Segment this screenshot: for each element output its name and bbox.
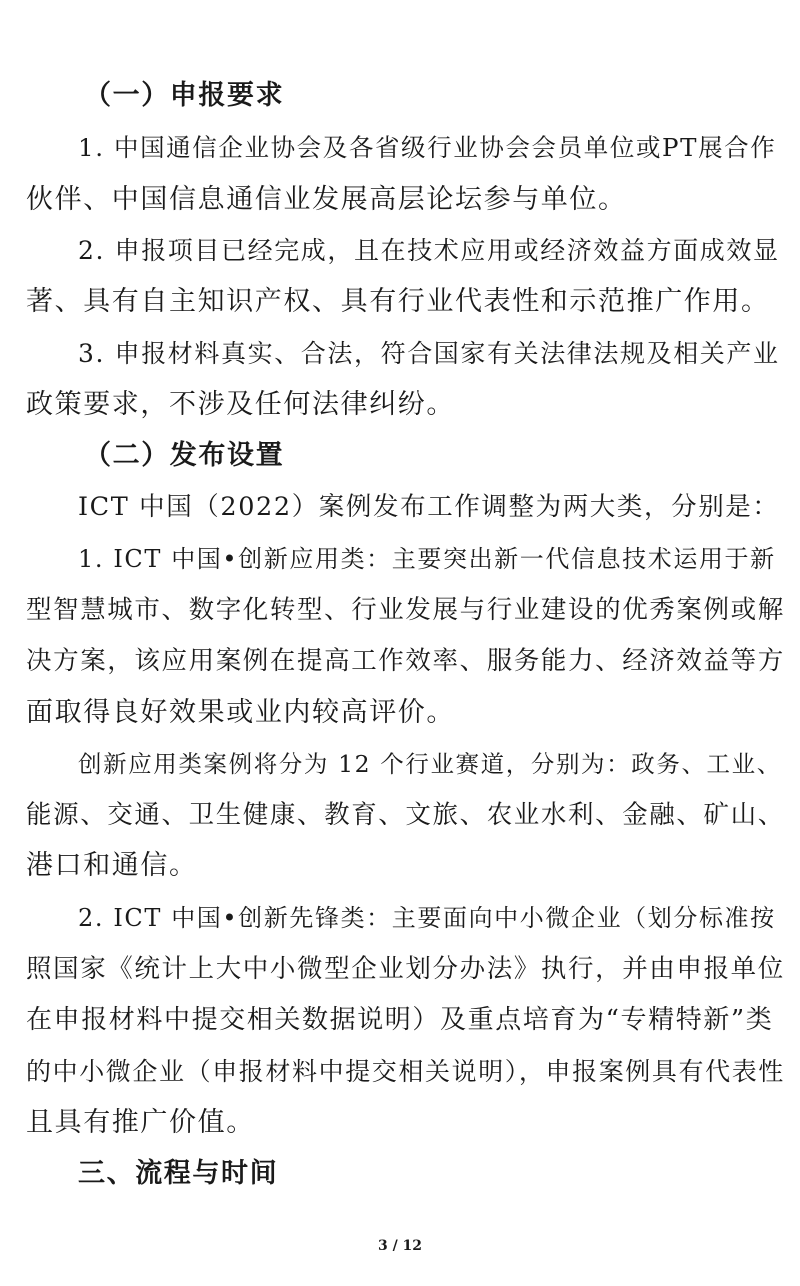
section-heading-requirements: （一）申报要求 <box>84 80 285 111</box>
paragraph-line: 照国家《统计上大中小微型企业划分办法》执行，并由申报单位 <box>26 954 785 984</box>
paragraph-line: 2. ICT 中国•创新先锋类：主要面向中小微企业（划分标准按 <box>78 904 776 932</box>
paragraph-line: 1. 中国通信企业协会及各省级行业协会会员单位或PT展合作 <box>78 133 777 162</box>
paragraph-line: 2. 申报项目已经完成，且在技术应用或经济效益方面成效显 <box>78 236 780 265</box>
paragraph-line: 1. ICT 中国•创新应用类：主要突出新一代信息技术运用于新 <box>78 545 776 573</box>
paragraph-line: 港口和通信。 <box>26 850 198 881</box>
paragraph-line: 面取得良好效果或业内较高评价。 <box>26 697 455 728</box>
paragraph-line: 3. 申报材料真实、合法，符合国家有关法律法规及相关产业 <box>78 339 780 368</box>
paragraph-line: 伙伴、中国信息通信业发展高层论坛参与单位。 <box>26 184 627 215</box>
paragraph-line: 著、具有自主知识产权、具有行业代表性和示范推广作用。 <box>26 286 770 317</box>
paragraph-line: 的中小微企业（申报材料中提交相关说明），申报案例具有代表性 <box>26 1057 785 1086</box>
paragraph-line: 且具有推广价值。 <box>26 1107 255 1138</box>
paragraph-line: 型智慧城市、数字化转型、行业发展与行业建设的优秀案例或解 <box>26 595 785 625</box>
paragraph-line: ICT 中国（2022）案例发布工作调整为两大类，分别是： <box>78 492 780 522</box>
page-number: 3 / 12 <box>377 1238 423 1254</box>
paragraph-line: 能源、交通、卫生健康、教育、文旅、农业水利、金融、矿山、 <box>26 800 785 830</box>
paragraph-line: 创新应用类案例将分为 12 个行业赛道，分别为：政务、工业、 <box>78 750 782 778</box>
section-heading-release-settings: （二）发布设置 <box>84 440 285 471</box>
paragraph-line: 在申报材料中提交相关数据说明）及重点培育为“专精特新”类 <box>26 1005 774 1035</box>
section-heading-process-time: 三、流程与时间 <box>78 1158 279 1189</box>
paragraph-line: 决方案，该应用案例在提高工作效率、服务能力、经济效益等方 <box>26 646 785 676</box>
paragraph-line: 政策要求，不涉及任何法律纠纷。 <box>26 389 455 420</box>
